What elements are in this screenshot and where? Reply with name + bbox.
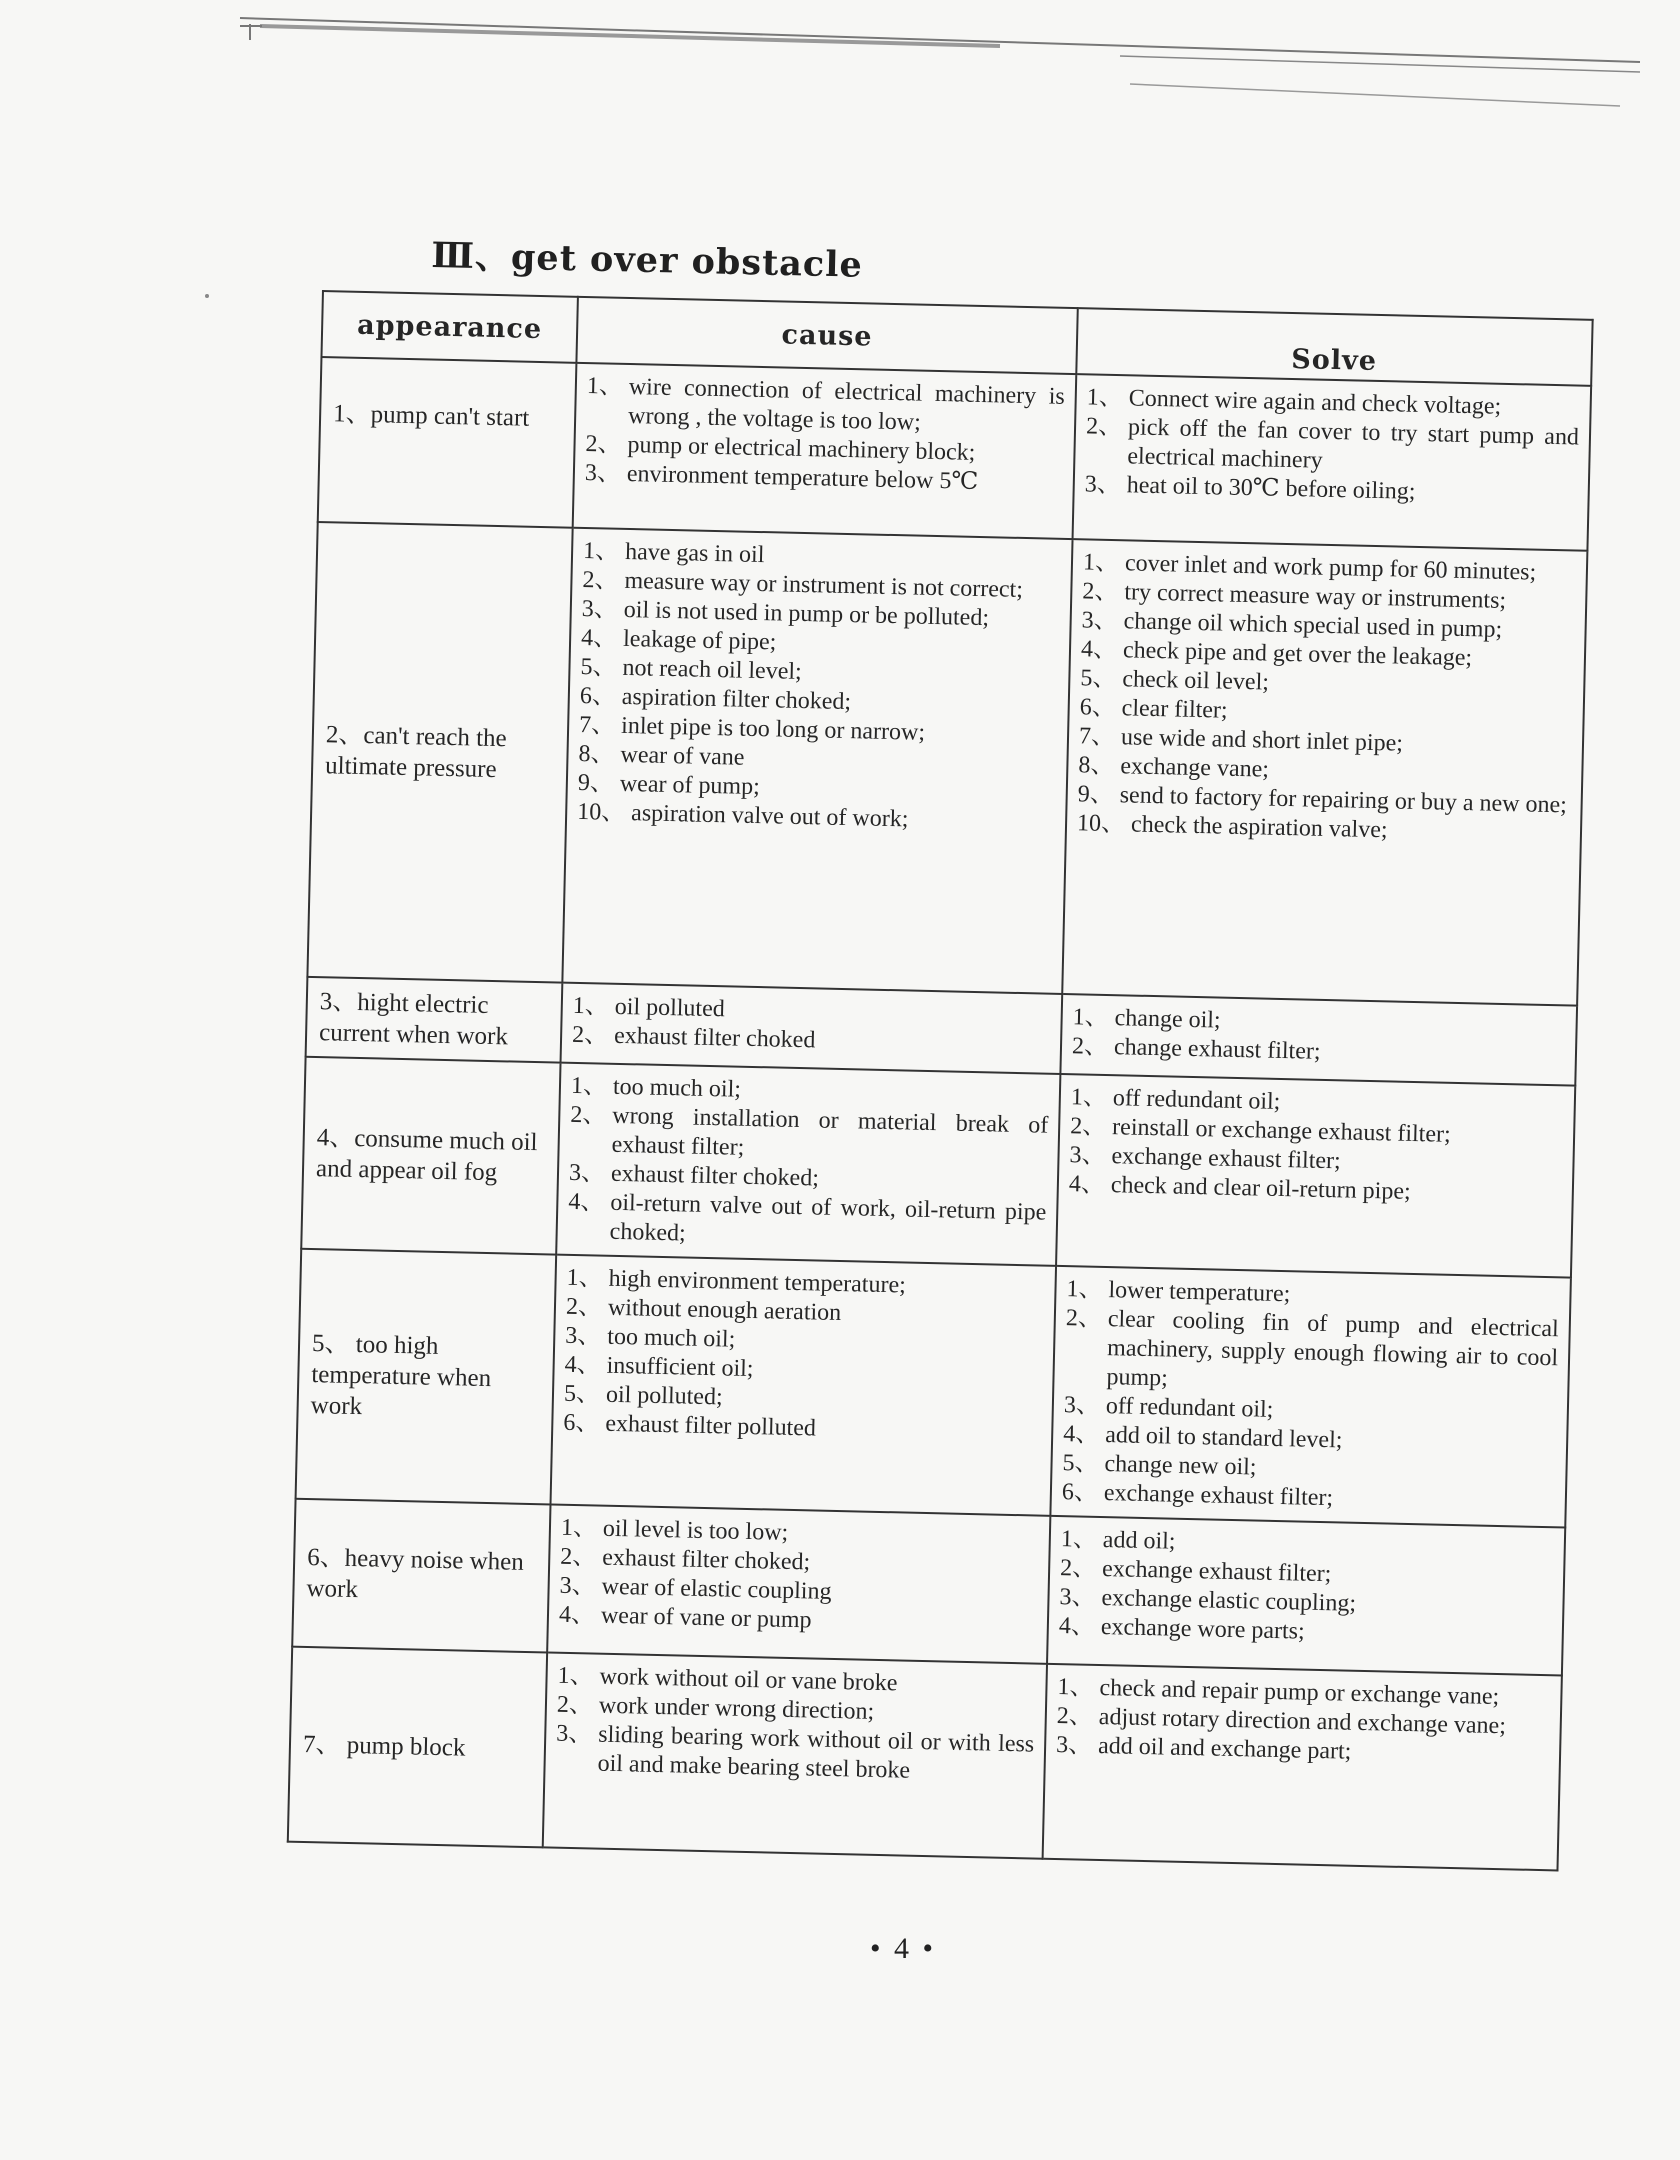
item-number: 2、 [1069, 1113, 1107, 1141]
appearance-cell: 6、heavy noise when work [292, 1499, 550, 1653]
item-number: 9、 [577, 769, 615, 797]
item-text: change exhaust filter; [1113, 1034, 1321, 1065]
appearance-cell: 2、can't reach the ultimate pressure [307, 522, 572, 983]
item-text: environment temperature below 5℃ [626, 460, 979, 495]
item-text: exchange wore parts; [1100, 1614, 1306, 1645]
item-text: high environment temperature; [608, 1265, 907, 1299]
cause-cell-list [555, 1662, 1036, 1789]
item-text: reinstall or exchange exhaust filter; [1111, 1114, 1451, 1148]
item-text: wrong installation or material break of exhaust filter; [611, 1102, 1049, 1161]
table-body [288, 357, 1591, 1870]
item-text: inlet pipe is too long or narrow; [620, 712, 926, 746]
solve-cell [1043, 1664, 1562, 1871]
item-text: change oil; [1114, 1005, 1221, 1034]
item-number: 2、 [556, 1691, 594, 1719]
item-text: wear of elastic coupling [601, 1573, 832, 1605]
item-text: off redundant oil; [1112, 1085, 1281, 1115]
item-text: heat oil to 30℃ before oiling; [1126, 472, 1416, 505]
item-text: check pipe and get over the leakage; [1122, 637, 1473, 672]
item-number: 3、 [1069, 1142, 1106, 1169]
item-text: exchange exhaust filter; [1101, 1556, 1332, 1588]
item-text: pump or electrical machinery block; [627, 431, 976, 466]
item-text: exhaust filter polluted [605, 1410, 817, 1442]
item-text: adjust rotary direction and exchange vane; [1098, 1703, 1507, 1740]
cause-cell [551, 1255, 1057, 1516]
item-text: oil polluted [614, 993, 726, 1023]
item-number: 6、 [563, 1409, 600, 1437]
cause-cell [547, 1504, 1050, 1663]
scan-artifact-lines [0, 0, 1680, 140]
item-number: 2、 [1082, 578, 1119, 606]
cause-cell-list [567, 1072, 1049, 1257]
table-row [296, 1249, 1571, 1528]
item-text: off redundant oil; [1105, 1393, 1274, 1423]
item-text: work under wrong direction; [598, 1692, 875, 1725]
item-number: 3、 [581, 595, 619, 623]
item-text: oil-return valve out of work, oil-return pipe choked; [609, 1189, 1047, 1247]
item-number: 4、 [1068, 1171, 1106, 1198]
item-text: add oil to standard level; [1104, 1422, 1343, 1454]
solve-cell-list [1072, 1003, 1566, 1072]
item-number: 2、 [1056, 1703, 1094, 1730]
item-number: 1、 [1070, 1084, 1108, 1112]
item-text: clear filter; [1121, 695, 1228, 724]
item-number: 3、 [1084, 471, 1122, 499]
item-number: 2、 [570, 1101, 607, 1129]
item-number: 1、 [586, 373, 624, 400]
item-text: exchange exhaust filter; [1111, 1143, 1342, 1175]
solve-cell [1056, 1074, 1575, 1278]
item-number: 3、 [1081, 607, 1118, 635]
item-text: wear of pump; [619, 770, 761, 801]
item-number: 3、 [1059, 1584, 1096, 1611]
item-number: 1、 [557, 1662, 594, 1690]
solve-cell-list [1056, 1673, 1551, 1771]
item-text: oil is not used in pump or be polluted; [623, 596, 990, 632]
section-title: Ⅲ、get over obstacle [430, 234, 864, 286]
cause-cell [543, 1652, 1047, 1858]
item-number: 4、 [564, 1351, 601, 1379]
appearance-cell: 7、 pump block [288, 1647, 547, 1848]
item-text: check and repair pump or exchange vane; [1099, 1675, 1500, 1711]
item-text: oil polluted; [605, 1381, 723, 1411]
cause-cell-list [585, 372, 1066, 499]
item-text: add oil; [1102, 1527, 1176, 1555]
item-text: wear of vane [620, 741, 745, 771]
item-number: 5、 [1080, 665, 1117, 693]
table-row [307, 522, 1587, 1006]
item-number: 1、 [1057, 1674, 1094, 1701]
cause-item [555, 1720, 1034, 1789]
cause-item [569, 1101, 1048, 1170]
item-number: 1、 [572, 992, 610, 1020]
troubleshooting-table [287, 290, 1594, 1871]
cause-cell [556, 1063, 1060, 1266]
item-text: send to factory for repairing or buy a new one; [1119, 782, 1568, 819]
item-text: aspiration valve out of work; [630, 800, 909, 833]
item-number: 3、 [584, 460, 622, 487]
item-text: have gas in oil [624, 538, 765, 569]
item-number: 1、 [570, 1072, 608, 1100]
item-text: pick off the fan cover to try start pump and electrical machinery [1127, 414, 1580, 474]
item-number: 5、 [563, 1380, 601, 1408]
item-text: check the aspiration valve; [1130, 811, 1388, 844]
item-number: 3、 [565, 1322, 602, 1350]
item-number: 4、 [580, 624, 618, 652]
item-text: too much oil; [607, 1323, 736, 1353]
item-number: 3、 [1063, 1392, 1101, 1419]
solve-cell-list [1077, 548, 1576, 849]
appearance-cell: 1、pump can't start [318, 357, 577, 528]
page-number: • 4 • [870, 1932, 937, 1965]
header-cause: cause [576, 297, 1077, 374]
cause-cell-list [563, 1264, 1045, 1449]
item-text: exhaust filter choked [613, 1022, 816, 1054]
appearance-cell: 5、 too high temperature when work [296, 1249, 557, 1505]
item-text: lower temperature; [1108, 1277, 1291, 1308]
header-solve: Solve [1076, 308, 1592, 386]
item-text: leakage of pipe; [622, 625, 777, 656]
item-number: 7、 [578, 711, 616, 739]
item-number: 4、 [1062, 1421, 1100, 1448]
solve-cell [1050, 1266, 1571, 1528]
table-row [292, 1499, 1565, 1676]
item-text: exchange elastic coupling; [1101, 1585, 1357, 1617]
item-text: check oil level; [1122, 666, 1270, 696]
solve-cell [1047, 1516, 1565, 1676]
item-number: 3、 [1055, 1732, 1093, 1759]
item-number: 5、 [580, 653, 617, 681]
solve-cell [1060, 994, 1577, 1086]
item-text: exchange vane; [1120, 753, 1270, 783]
cause-item [567, 1188, 1046, 1257]
item-text: aspiration filter choked; [621, 683, 852, 716]
item-text: exchange exhaust filter; [1103, 1480, 1334, 1512]
item-text: change new oil; [1104, 1451, 1257, 1481]
item-text: insufficient oil; [606, 1352, 754, 1383]
item-number: 1、 [1072, 1004, 1109, 1032]
solve-cell-list [1084, 383, 1580, 510]
item-number: 2、 [585, 431, 622, 458]
solve-cell-list [1069, 1083, 1565, 1210]
scan-speck [205, 294, 209, 298]
solve-item [1064, 1304, 1559, 1402]
cause-item [586, 372, 1065, 441]
item-number: 1、 [1086, 384, 1124, 412]
item-number: 2、 [1071, 1033, 1109, 1061]
item-number: 4、 [558, 1601, 596, 1629]
table-row [318, 357, 1591, 551]
appearance-cell: 3、hight electric current when work [306, 977, 563, 1063]
solve-cell-list [1059, 1525, 1555, 1652]
item-text: exhaust filter choked; [602, 1544, 811, 1576]
item-number: 9、 [1077, 781, 1115, 809]
item-number: 4、 [1058, 1613, 1096, 1640]
item-text: check and clear oil-return pipe; [1110, 1172, 1411, 1205]
item-text: oil level is too low; [602, 1515, 789, 1546]
item-number: 2、 [582, 566, 619, 594]
appearance-cell: 4、consume much oil and appear oil fog [301, 1057, 560, 1255]
item-text: add oil and exchange part; [1097, 1732, 1352, 1765]
item-number: 1、 [560, 1514, 598, 1542]
item-text: work without oil or vane broke [599, 1663, 898, 1697]
item-number: 1、 [1060, 1526, 1098, 1553]
item-number: 2、 [571, 1021, 609, 1049]
item-text: without enough aeration [607, 1294, 842, 1327]
item-number: 1、 [1066, 1276, 1103, 1303]
item-number: 5、 [1062, 1450, 1099, 1477]
item-number: 10、 [576, 798, 626, 827]
solve-cell [1073, 374, 1592, 551]
item-number: 2、 [565, 1293, 603, 1321]
item-number: 10、 [1076, 810, 1126, 838]
troubleshooting-table-wrapper [287, 290, 1592, 1871]
item-text: clear cooling fin of pump and electrical machinery, supply enough flowing air to cool pump; [1106, 1306, 1560, 1392]
item-text: not reach oil level; [622, 654, 803, 685]
item-text: exhaust filter choked; [610, 1160, 820, 1192]
cause-cell [573, 363, 1077, 539]
cause-cell [561, 983, 1063, 1074]
header-appearance: appearance [321, 291, 577, 363]
item-number: 4、 [1080, 636, 1118, 664]
item-number: 6、 [1061, 1479, 1099, 1506]
item-number: 3、 [559, 1572, 596, 1600]
cause-cell-list [572, 992, 1051, 1061]
item-text: sliding bearing work without oil or with less oil and make bearing steel broke [597, 1721, 1035, 1784]
item-number: 4、 [568, 1188, 605, 1216]
item-text: change oil which special used in pump; [1123, 608, 1503, 643]
solve-cell [1062, 539, 1587, 1006]
item-text: cover inlet and work pump for 60 minutes; [1124, 550, 1537, 586]
cause-cell [562, 528, 1072, 994]
item-text: use wide and short inlet pipe; [1120, 724, 1404, 757]
item-number: 6、 [579, 682, 617, 710]
item-text: measure way or instrument is not correct; [624, 567, 1024, 603]
cause-cell-list [577, 537, 1061, 838]
table-row [288, 1647, 1562, 1871]
item-number: 1、 [582, 537, 620, 565]
item-text: too much oil; [612, 1073, 742, 1103]
item-number: 3、 [568, 1159, 606, 1187]
item-number: 2、 [1059, 1555, 1097, 1582]
item-number: 2、 [560, 1543, 597, 1571]
item-text: Connect wire again and check voltage; [1128, 385, 1502, 420]
item-number: 2、 [1065, 1305, 1103, 1332]
item-number: 1、 [566, 1264, 603, 1292]
item-number: 6、 [1079, 694, 1117, 722]
item-text: wire connection of electrical machinery is wrong , the voltage is too low; [627, 373, 1066, 436]
item-number: 1、 [1082, 549, 1120, 577]
item-number: 2、 [1085, 413, 1123, 441]
item-text: try correct measure way or instruments; [1124, 579, 1507, 614]
item-number: 8、 [1078, 752, 1115, 780]
item-text: wear of vane or pump [600, 1602, 812, 1634]
item-number: 8、 [578, 740, 615, 768]
item-number: 7、 [1078, 723, 1116, 751]
table-row [301, 1057, 1575, 1278]
cause-cell-list [559, 1514, 1040, 1641]
solve-cell-list [1062, 1275, 1560, 1518]
item-number: 3、 [556, 1720, 593, 1748]
